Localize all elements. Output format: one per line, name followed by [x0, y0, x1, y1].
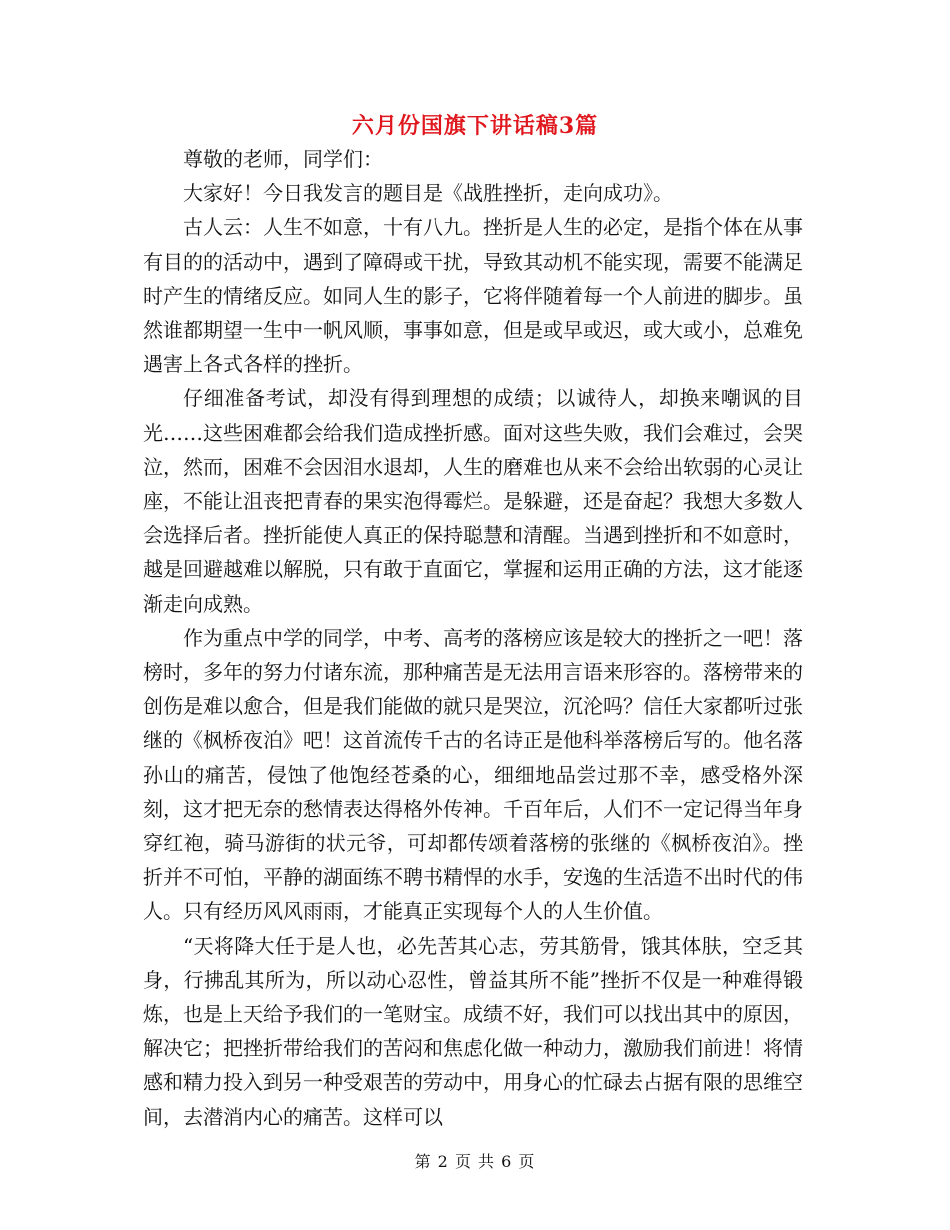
document-title: 六月份国旗下讲话稿3篇	[351, 113, 599, 139]
salutation-paragraph: 尊敬的老师，同学们：	[183, 147, 383, 171]
page-number-footer: 第 2 页 共 6 页	[414, 1152, 536, 1171]
body-paragraph-3: 作为重点中学的同学，中考、高考的落榜应该是较大的挫折之一吧！落榜时，多年的努力付诸东流，那种痛苦是无法用言语来形容的。落榜带来的创伤是难以愈合，但是我们能做的就只是哭泣，沉沦吗？信任大家都听过张继的《枫桥夜泊》吧！这首流传千古的名诗正是他科举落榜后写的。他名落孙山的痛苦，侵蚀了他饱经苍桑的心，细细地品尝过那不幸，感受格外深刻，这才把无奈的愁情表达得格外传神。千百年后，人们不一定记得当年身穿红袍，骑马游街的状元爷，可却都传颂着落榜的张继的《枫桥夜泊》。挫折并不可怕，平静的湖面练不聘书精悍的水手，安逸的生活造不出时代的伟人。只有经历风风雨雨，才能真正实现每个人的人生价值。	[143, 625, 803, 924]
greeting-paragraph: 大家好！今日我发言的题目是《战胜挫折，走向成功》。	[183, 181, 673, 206]
body-paragraph-1: 古人云：人生不如意，十有八九。挫折是人生的必定，是指个体在从事有目的的活动中，遇到了障碍或干扰，导致其动机不能实现，需要不能满足时产生的情绪反应。如同人生的影子，它将伴随着每一个人前进的脚步。虽然谁都期望一生中一帆风顺，事事如意，但是或早或迟，或大或小，总难免遇害上各式各样的挫折。	[143, 215, 803, 377]
body-paragraph-2: 仔细准备考试，却没有得到理想的成绩；以诚待人，却换来嘲讽的目光……这些困难都会给我们造成挫折感。面对这些失败，我们会难过，会哭泣，然而，困难不会因泪水退却，人生的磨难也从来不会给出软弱的心灵让座，不能让沮丧把青春的果实泡得霉烂。是躲避，还是奋起？我想大多数人会选择后者。挫折能使人真正的保持聪慧和清醒。当遇到挫折和不如意时，越是回避越难以解脱，只有敢于直面它，掌握和运用正确的方法，这才能逐渐走向成熟。	[143, 386, 803, 616]
body-paragraph-4: “天将降大任于是人也，必先苦其心志，劳其筋骨，饿其体肤，空乏其身，行拂乱其所为，所以动心忍性，曾益其所不能”挫折不仅是一种难得锻炼，也是上天给予我们的一笔财宝。成绩不好，我们可以找出其中的原因，解决它；把挫折带给我们的苦闷和焦虑化做一种动力，激励我们前进！将情感和精力投入到另一种受艰苦的劳动中，用身心的忙碌去占据有限的思维空间，去潜消内心的痛苦。这样可以	[143, 933, 803, 1129]
document-body	[143, 142, 803, 1134]
